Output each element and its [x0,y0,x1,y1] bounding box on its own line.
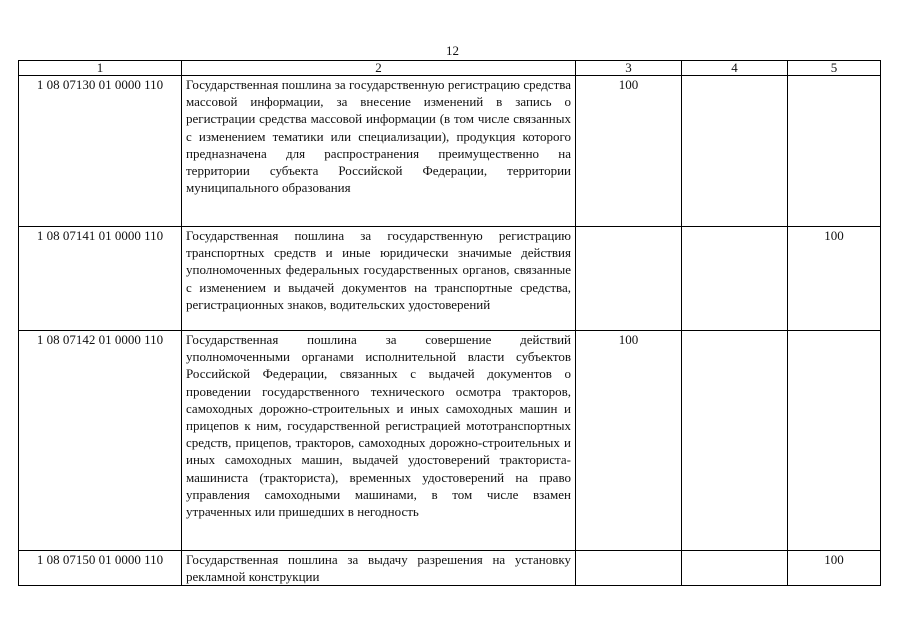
budget-code-cell: 1 08 07141 01 0000 110 [19,227,182,331]
description-cell: Государственная пошлина за государственную регистрацию транспортных средств и иные юридически значимые действия уполномоченных федеральных государственных органов, связанные с изменением и выдачей документов на транспортные средства, регистрационных знаков, водительских удостоверений [182,227,576,331]
col3-value-cell [576,227,682,331]
page-number: 12 [446,43,459,58]
col3-value-cell: 100 [576,331,682,551]
column-header-3: 3 [576,61,682,76]
budget-code-cell: 1 08 07130 01 0000 110 [19,76,182,227]
col4-value-cell [682,76,788,227]
column-header-4: 4 [682,61,788,76]
col5-value-cell [788,76,881,227]
description-cell: Государственная пошлина за выдачу разрешения на установку рекламной конструкции [182,551,576,586]
budget-code-cell: 1 08 07142 01 0000 110 [19,331,182,551]
col5-value-cell: 100 [788,227,881,331]
table-row [19,331,881,551]
col4-value-cell [682,227,788,331]
col5-value-cell [788,331,881,551]
table-header-row [19,61,881,76]
description-cell: Государственная пошлина за государственную регистрацию средства массовой информации, за внесение изменений в запись о регистрации средства массовой информации (в том числе связанных с изменением тематики или специализации), продукция которого предназначена для распространения преимущественно на территории субъекта Российской Федерации, территории муниципального образования [182,76,576,227]
description-cell: Государственная пошлина за совершение действий уполномоченными органами исполнительной власти субъектов Российской Федерации, связанных с выдачей документов о проведении государственного технического осмотра тракторов, самоходных дорожно-строительных и иных самоходных машин и прицепов к ним, государственной регистрацией мототранспортных средств, прицепов, тракторов, самоходных дорожно-строительных и иных самоходных машин, выдачей удостоверений тракториста-машиниста (тракториста), временных удостоверений на право управления самоходными машинами, в том числе взамен утраченных или пришедших в негодность [182,331,576,551]
budget-code-cell: 1 08 07150 01 0000 110 [19,551,182,586]
col3-value-cell [576,551,682,586]
col5-value-cell: 100 [788,551,881,586]
column-header-1: 1 [19,61,182,76]
table-row [19,76,881,227]
table-row [19,227,881,331]
table-row [19,551,881,586]
budget-revenue-table [18,60,881,586]
column-header-2: 2 [182,61,576,76]
col4-value-cell [682,551,788,586]
col4-value-cell [682,331,788,551]
column-header-5: 5 [788,61,881,76]
col3-value-cell: 100 [576,76,682,227]
